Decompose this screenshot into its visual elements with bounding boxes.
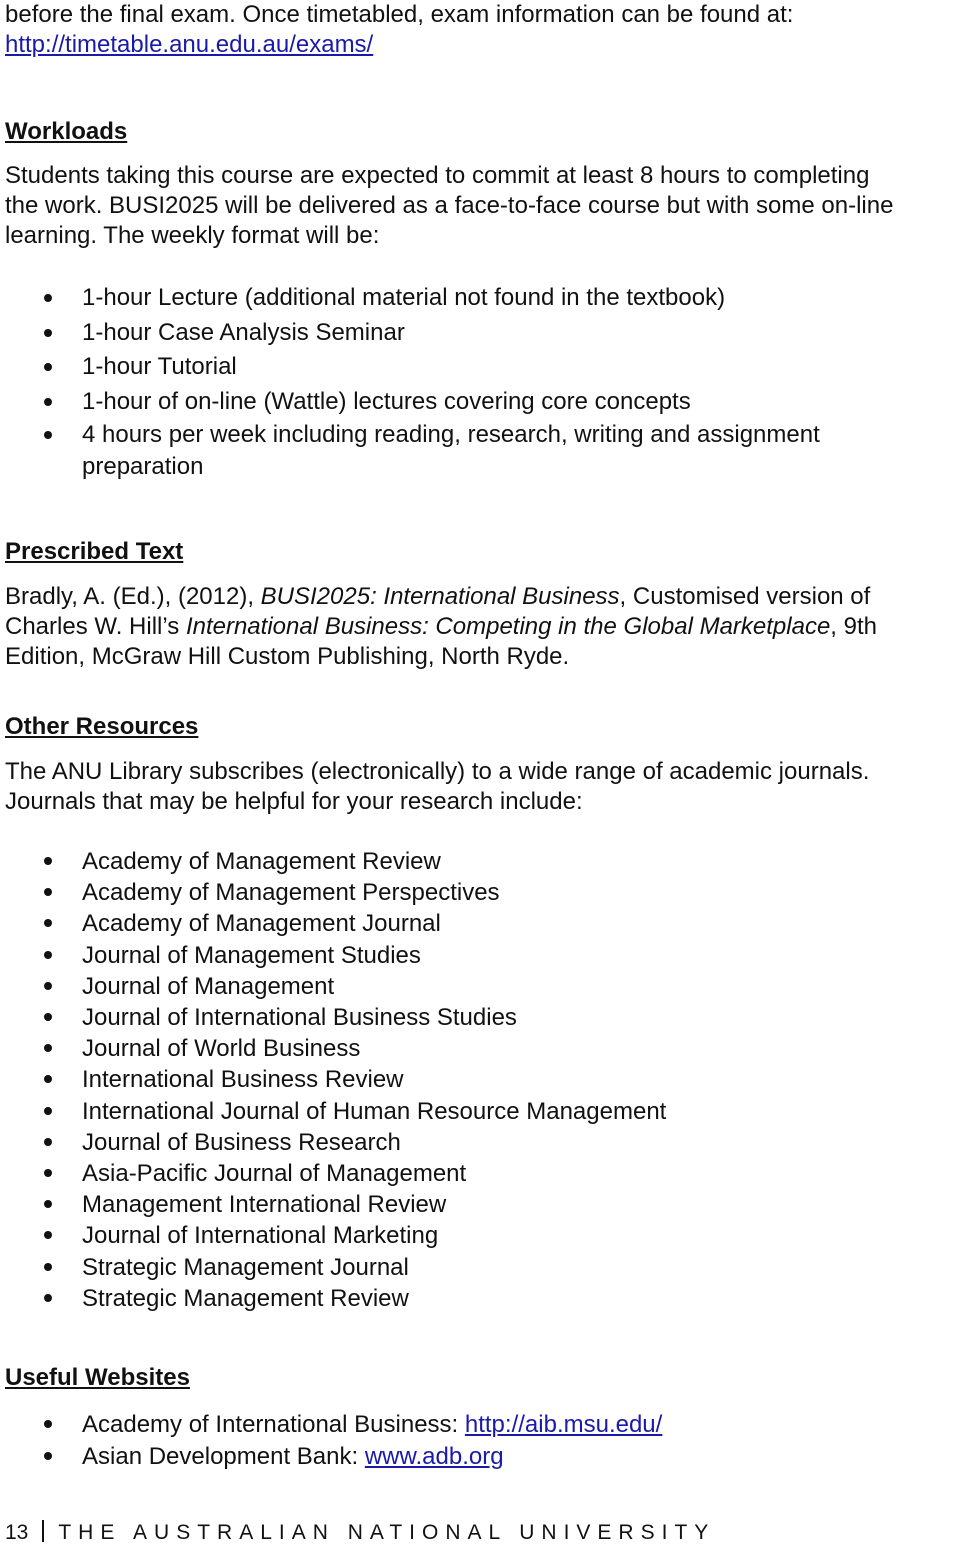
journal-name: International Journal of Human Resource Management <box>82 1097 667 1125</box>
weekly-format-list <box>0 281 960 483</box>
list-item <box>0 419 960 483</box>
exam-timetable-link[interactable]: http://timetable.anu.edu.au/exams/ <box>5 31 374 58</box>
journal-name: Academy of Management Review <box>82 848 441 875</box>
list-item-text: 1-hour Tutorial <box>82 353 237 380</box>
bullet-icon <box>44 1263 52 1271</box>
list-item <box>0 1158 960 1189</box>
bullet-icon <box>44 363 52 371</box>
journal-name: Journal of World Business <box>82 1035 361 1063</box>
workloads-line: the work. BUSI2025 will be delivered as a face-to-face course but with some on-line <box>5 192 894 219</box>
bullet-icon <box>44 398 52 406</box>
bullet-icon <box>44 919 52 927</box>
list-item <box>0 940 960 971</box>
paragraph-line: The ANU Library subscribes (electronically) to a wide range of academic journals. <box>5 758 870 785</box>
list-item <box>0 1189 960 1220</box>
workloads-line: Students taking this course are expected to commit at least 8 hours to completing <box>5 162 870 189</box>
bullet-icon <box>44 951 52 959</box>
list-item <box>0 908 960 939</box>
list-item <box>0 971 960 1002</box>
list-item <box>0 1096 960 1127</box>
prescribed-text-heading: Prescribed Text <box>5 538 184 565</box>
list-item <box>0 877 960 908</box>
bullet-icon <box>44 1138 52 1146</box>
journal-name: Journal of Business Research <box>82 1128 401 1156</box>
page-footer <box>5 1518 715 1548</box>
list-item <box>0 1283 960 1314</box>
citation-title: International Business: Competing in the Global Marketplace <box>185 613 831 640</box>
university-name: THE AUSTRALIAN NATIONAL UNIVERSITY <box>58 1521 716 1544</box>
websites-list <box>0 1409 960 1472</box>
journal-name: Academy of Management Perspectives <box>82 879 500 907</box>
bullet-icon <box>44 431 52 439</box>
journal-name: Journal of Management Studies <box>82 941 421 969</box>
footer-divider <box>42 1520 44 1542</box>
list-item-text: 1-hour of on-line (Wattle) lectures covering core concepts <box>82 387 691 415</box>
list-item-text: 1-hour Lecture (additional material not found in the textbook) <box>82 284 726 311</box>
bullet-icon <box>44 857 52 865</box>
bullet-icon <box>44 1075 52 1083</box>
journal-name: Journal of International Business Studies <box>82 1004 517 1032</box>
list-item <box>0 350 960 385</box>
list-item <box>0 1033 960 1064</box>
website-label: Asian Development Bank: <box>82 1442 365 1470</box>
bullet-icon <box>44 1420 52 1428</box>
list-item-text: preparation <box>82 453 204 480</box>
list-item <box>0 385 960 420</box>
list-item <box>0 1064 960 1095</box>
journals-list <box>0 846 960 1314</box>
website-label: Academy of International Business: <box>82 1411 465 1438</box>
bullet-icon <box>44 1169 52 1177</box>
list-item <box>0 281 960 316</box>
prescribed-text-citation <box>5 582 960 672</box>
journal-name: Asia-Pacific Journal of Management <box>82 1160 467 1188</box>
workloads-heading: Workloads <box>5 118 128 145</box>
paragraph-line: Journals that may be helpful for your research include: <box>5 788 583 815</box>
journal-name: Journal of Management <box>82 972 335 1000</box>
citation-text: Charles W. Hill’s <box>5 613 186 640</box>
journal-name: Strategic Management Review <box>82 1284 409 1312</box>
citation-text: , 9th <box>830 613 877 640</box>
bullet-icon <box>44 1044 52 1052</box>
bullet-icon <box>44 982 52 990</box>
bullet-icon <box>44 1013 52 1021</box>
bullet-icon <box>44 888 52 896</box>
citation-text: Bradly, A. (Ed.), (2012), <box>5 583 261 610</box>
bullet-icon <box>44 1107 52 1115</box>
bullet-icon <box>44 329 52 337</box>
other-resources-heading: Other Resources <box>5 713 199 740</box>
bullet-icon <box>44 294 52 302</box>
list-item <box>0 1252 960 1283</box>
journal-name: Strategic Management Journal <box>82 1253 409 1281</box>
bullet-icon <box>44 1200 52 1208</box>
list-item <box>0 1127 960 1158</box>
journal-name: International Business Review <box>82 1066 404 1094</box>
adb-website-link[interactable]: www.adb.org <box>364 1442 504 1470</box>
list-item <box>0 846 960 877</box>
citation-title: BUSI2025: International Business <box>260 583 620 610</box>
intro-text <box>5 0 960 60</box>
citation-text: Edition, McGraw Hill Custom Publishing, North Ryde. <box>5 643 570 670</box>
other-resources-paragraph <box>5 757 960 817</box>
citation-text: , Customised version of <box>619 583 871 610</box>
bullet-icon <box>44 1294 52 1302</box>
list-item-text: 4 hours per week including reading, research, writing and assignment <box>82 421 820 448</box>
journal-name: Journal of International Marketing <box>82 1222 439 1250</box>
useful-websites-heading: Useful Websites <box>5 1364 190 1391</box>
bullet-icon <box>44 1452 52 1460</box>
aib-website-link[interactable]: http://aib.msu.edu/ <box>464 1411 663 1438</box>
intro-line: before the final exam. Once timetabled, exam information can be found at: <box>5 1 794 28</box>
list-item <box>0 1441 960 1473</box>
page-number: 13 <box>5 1521 29 1544</box>
list-item <box>0 1002 960 1033</box>
bullet-icon <box>44 1231 52 1239</box>
workloads-line: learning. The weekly format will be: <box>5 222 380 249</box>
journal-name: Management International Review <box>82 1191 447 1219</box>
list-item-text: 1-hour Case Analysis Seminar <box>82 318 405 346</box>
journal-name: Academy of Management Journal <box>82 910 441 938</box>
list-item <box>0 1409 960 1441</box>
list-item <box>0 1220 960 1251</box>
list-item <box>0 316 960 351</box>
workloads-paragraph <box>5 161 960 251</box>
